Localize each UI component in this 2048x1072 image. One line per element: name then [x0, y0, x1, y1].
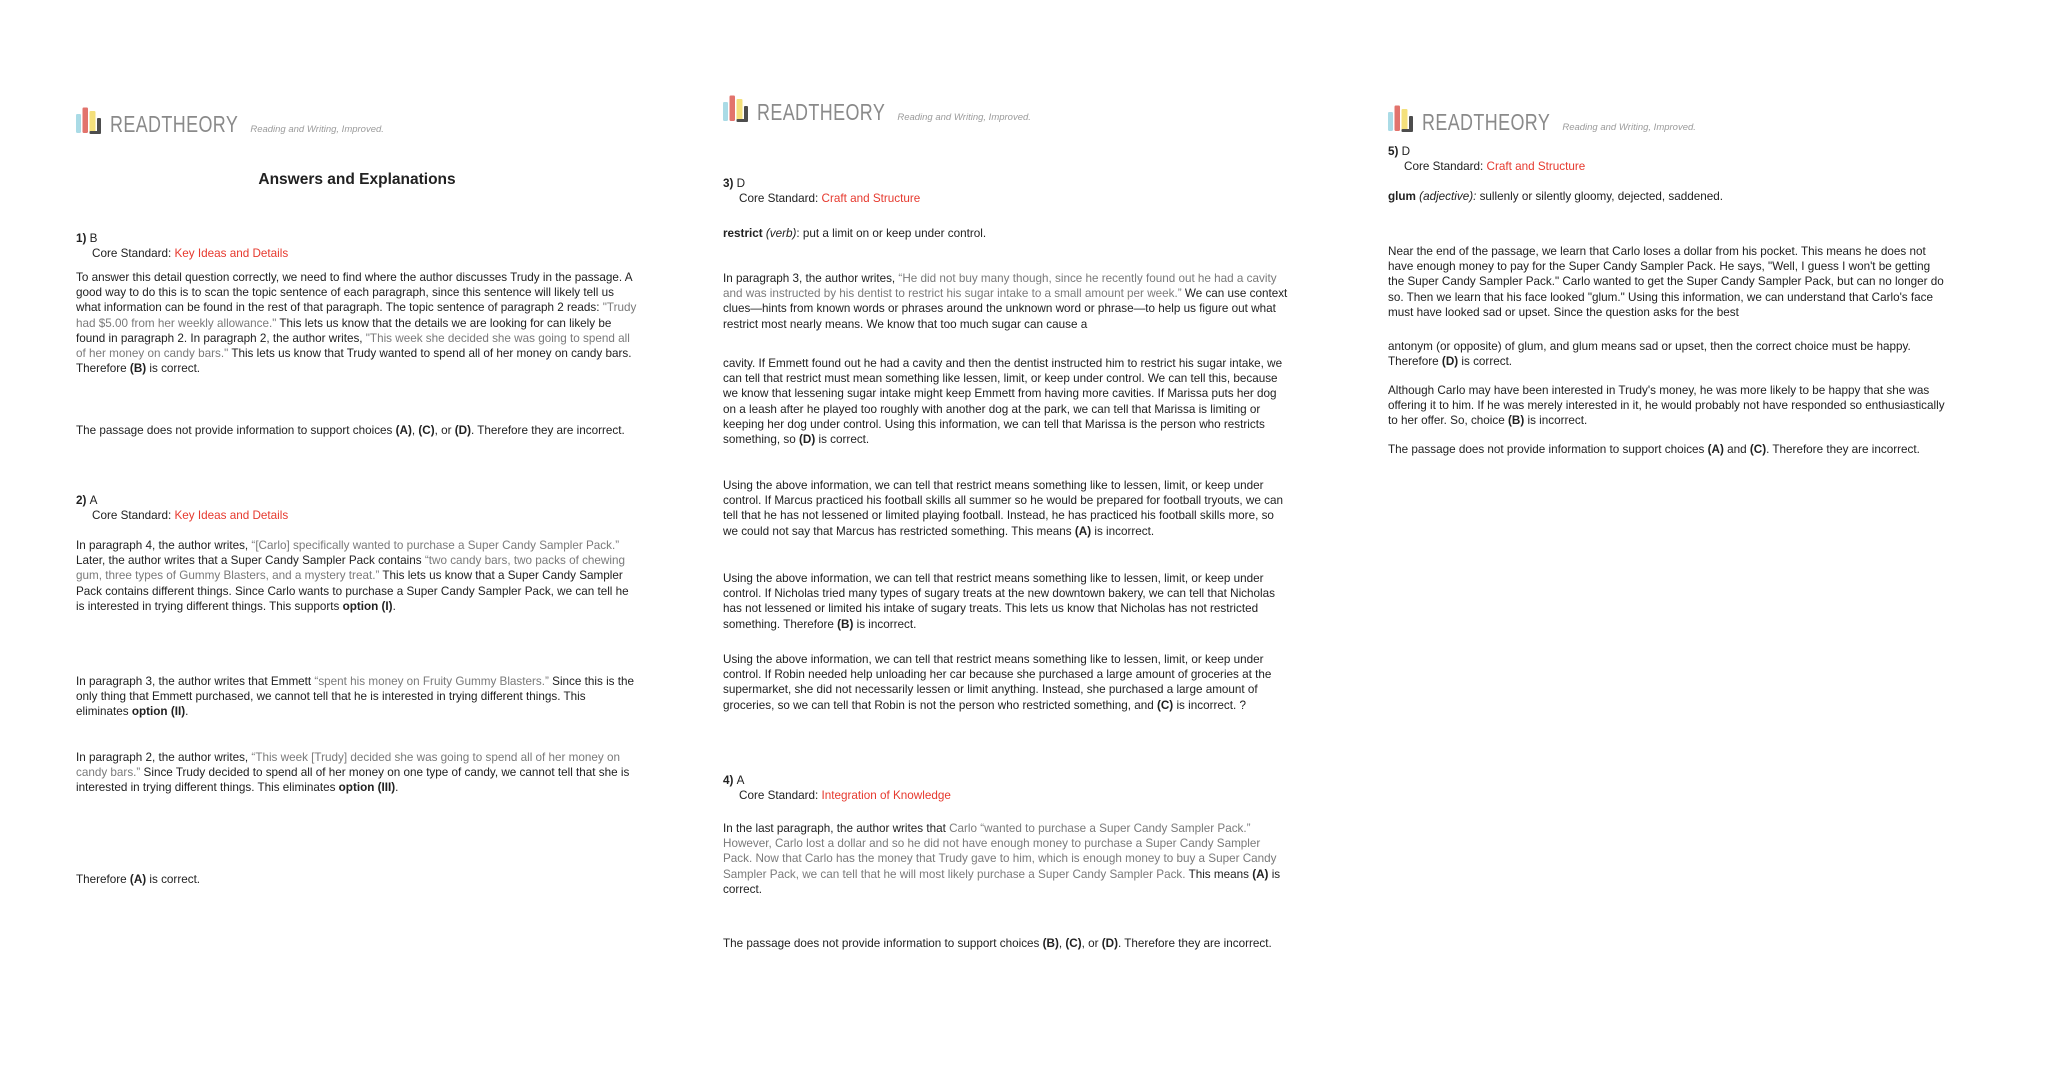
- explanation-paragraph-q2-option1: [76, 538, 638, 614]
- question-number: 2): [76, 494, 90, 507]
- text-run: (A): [1074, 524, 1092, 538]
- text-run: Since Trudy decided to spend all of her money on one type of candy, we cannot tell that she is interested in trying different things. This eliminates: [76, 766, 630, 795]
- core-standard-value: Craft and Structure: [821, 192, 921, 205]
- text-run: is correct.: [1458, 355, 1513, 369]
- text-run: "This week she decided she was going to spend all of her money on candy bars.": [76, 331, 630, 361]
- text-run: option (III): [338, 781, 396, 795]
- text-run: (B): [837, 617, 854, 631]
- text-run: (D): [1101, 937, 1118, 950]
- answer-letter: D: [1401, 145, 1411, 158]
- explanation-paragraph-q5-main: [1388, 244, 1948, 320]
- text-run: This lets us know that the details we are looking for can likely be found in paragraph 2. In paragraph 2, the author writes,: [76, 316, 612, 345]
- explanation-paragraph-q3-choice-a: [723, 478, 1291, 539]
- definition-restrict: [723, 226, 1291, 241]
- readtheory-tagline: Reading and Writing, Improved.: [1562, 122, 1696, 133]
- text-run: . Therefore they are incorrect.: [471, 424, 625, 437]
- question-3-core-standard: [739, 191, 1291, 206]
- text-run: (B): [129, 362, 147, 376]
- text-run: This lets us know that a Super Candy Sampler Pack contains different things. Since Carlo wants to purchase a Super Candy Sampler Pack, we can tell he is interested in trying different things. This supports: [76, 569, 629, 613]
- core-standard-value: Integration of Knowledge: [821, 789, 951, 802]
- question-5-answer: [1388, 144, 1948, 159]
- text-run: (adjective):: [1419, 190, 1477, 203]
- text-run: (C): [418, 424, 435, 437]
- text-run: antonym (or opposite) of glum, and glum means sad or upset, then the correct choice must be happy. Therefore: [1388, 340, 1911, 369]
- readtheory-tagline: Reading and Writing, Improved.: [250, 124, 384, 135]
- question-number: 4): [723, 774, 737, 787]
- core-standard-label: Core Standard:: [739, 789, 822, 802]
- text-run: In paragraph 3, the author writes that Emmett: [76, 675, 315, 688]
- text-run: Carlo “wanted to purchase a Super Candy Sampler Pack.” However, Carlo lost a dollar and so he did not have enough money to purchase a Super Candy Sampler Pack. Now that Carlo has the money that Trudy gave to him, which is enough money to buy a Super Candy Sampler Pack, we can tell that he will most likely purchase a Super Candy Sampler Pack.: [723, 822, 1277, 881]
- text-run: ,: [1058, 937, 1066, 950]
- text-run: .: [392, 599, 396, 613]
- explanation-paragraph-q4-incorrect: [723, 936, 1291, 951]
- text-run: option (I): [342, 599, 393, 613]
- question-4-answer: [723, 773, 1291, 788]
- explanation-paragraph-q5-choice-b: [1388, 383, 1948, 429]
- text-run: .: [395, 781, 399, 795]
- text-run: (A): [1707, 443, 1724, 456]
- readtheory-logo: [723, 89, 1031, 126]
- question-2-core-standard: [92, 508, 638, 523]
- text-run: . Therefore they are incorrect.: [1118, 937, 1272, 950]
- text-run: is correct.: [146, 873, 201, 886]
- text-run: is incorrect.: [1091, 524, 1155, 538]
- text-run: We can use context clues—hints from known words or phrases around the unknown word or phrase—to help us figure out what restrict most nearly means. We know that too much sugar can cause a: [723, 287, 1288, 331]
- text-run: “spent his money on Fruity Gummy Blasters.”: [314, 675, 549, 688]
- text-run: “[Carlo] specifically wanted to purchase a Super Candy Sampler Pack.”: [251, 539, 620, 552]
- text-run: (D): [454, 424, 471, 437]
- question-2-answer: [76, 493, 638, 508]
- text-run: This means: [1188, 867, 1253, 881]
- text-run: sullenly or silently gloomy, dejected, saddened.: [1476, 190, 1724, 203]
- text-run: (A): [1252, 867, 1269, 881]
- text-run: “two candy bars, two packs of chewing gum, three types of Gummy Blasters, and a mystery treat.”: [76, 554, 625, 583]
- readtheory-books-icon: [723, 93, 749, 124]
- question-4-core-standard: [739, 788, 1291, 803]
- readtheory-wordmark: READTHEORY: [1422, 109, 1551, 135]
- text-run: (B): [1507, 414, 1525, 428]
- text-run: is incorrect. ?: [1173, 698, 1246, 712]
- answer-letter: D: [736, 177, 746, 190]
- text-run: (C): [1749, 443, 1767, 456]
- readtheory-tagline: Reading and Writing, Improved.: [897, 112, 1031, 123]
- text-run: In the last paragraph, the author writes that: [723, 822, 950, 835]
- core-standard-label: Core Standard:: [739, 192, 822, 205]
- text-run: : put a limit on or keep under control.: [796, 227, 987, 240]
- question-1-answer: [76, 231, 638, 246]
- answer-letter: B: [89, 232, 98, 245]
- answer-letter: A: [89, 494, 98, 507]
- text-run: , or: [434, 424, 455, 437]
- core-standard-value: Craft and Structure: [1486, 160, 1586, 173]
- text-run: . Therefore they are incorrect.: [1766, 443, 1920, 456]
- text-run: is correct.: [723, 867, 1281, 896]
- answer-key-page-3: [1388, 0, 1948, 1072]
- text-run: is correct.: [146, 362, 201, 376]
- text-run: (verb): [765, 227, 797, 240]
- explanation-paragraph-q1-incorrect: [76, 423, 638, 438]
- text-run: cavity. If Emmett found out he had a cavity and then the dentist instructed him to restrict his sugar intake, we can tell that restrict must mean something like lessen, limit, or keep under control. We can tell this, because we know that lessening sugar intake might keep Emmett from having more cavities. If Marissa puts her dog on a leash after he played too roughly with another dog at the park, we can tell that Marissa is limiting or keeping her dog under control. Using this information, we can tell that Marissa is the person who restricts something, so: [723, 357, 1283, 447]
- question-1-core-standard: [92, 246, 638, 261]
- readtheory-wordmark: READTHEORY: [110, 111, 239, 137]
- text-run: The passage does not provide information to support choices: [723, 937, 1043, 950]
- text-run: In paragraph 4, the author writes,: [76, 539, 252, 552]
- text-run: is incorrect.: [853, 617, 917, 631]
- text-run: (C): [1065, 937, 1082, 950]
- text-run: Using the above information, we can tell that restrict means something like to lessen, limit, or keep under control. If Nicholas tried many types of sugary treats at the new downtown bakery, we can tell that Nicholas has not lessened or limited his intake of sugary treats. This lets us know that Nicholas has not restricted something. Therefore: [723, 572, 1275, 631]
- text-run: “He did not buy many though, since he recently found out he had a cavity and was instructed by his dentist to restrict his sugar intake to a small amount per week.”: [723, 272, 1277, 301]
- text-run: In paragraph 3, the author writes,: [723, 272, 899, 285]
- text-run: Using the above information, we can tell that restrict means something like to lessen, limit, or keep under control. If Robin needed help unloading her car because she purchased a large amount of groceries at the supermarket, she did not necessarily lessen or limit anything. Instead, she purchased a large amount of groceries, so we can tell that Robin is not the person who restricted something, and: [723, 653, 1272, 712]
- text-run: is correct.: [815, 433, 870, 447]
- text-run: , or: [1081, 937, 1102, 950]
- text-run: To answer this detail question correctly, we need to find where the author discusses Trudy in the passage. A good way to do this is to scan the topic sentence of each paragraph, since this sentence will likely tell us what information can be found in the rest of that paragraph. The topic sentence of paragraph 2 reads:: [76, 271, 632, 315]
- text-run: option (II): [131, 705, 186, 719]
- core-standard-value: Key Ideas and Details: [174, 247, 289, 260]
- text-run: Although Carlo may have been interested in Trudy's money, he was more likely to be happy that she was offering it to him. If he was merely interested in it, he would probably not have responded so enthusiastically to her offer. So, choice: [1388, 384, 1945, 428]
- text-run: glum: [1388, 190, 1416, 203]
- core-standard-label: Core Standard:: [92, 509, 175, 522]
- question-3-answer: [723, 176, 1291, 191]
- explanation-paragraph-q2-option3: [76, 750, 638, 796]
- text-run: .: [185, 705, 189, 719]
- readtheory-books-icon: [76, 105, 102, 136]
- text-run: ,: [411, 424, 419, 437]
- text-run: Since this is the only thing that Emmett purchased, we cannot tell that he is interested in trying different things. This eliminates: [76, 675, 635, 719]
- question-5-core-standard: [1404, 159, 1948, 174]
- text-run: (C): [1156, 698, 1174, 712]
- readtheory-books-icon: [1388, 103, 1414, 134]
- answer-letter: A: [736, 774, 745, 787]
- text-run: restrict: [723, 227, 763, 240]
- explanation-paragraph-q3-correct: [723, 356, 1291, 447]
- text-run: (A): [395, 424, 412, 437]
- text-run: In paragraph 2, the author writes,: [76, 751, 252, 764]
- explanation-paragraph-q4-main: [723, 821, 1291, 897]
- text-run: (B): [1042, 937, 1059, 950]
- text-run: (D): [799, 433, 816, 447]
- explanation-paragraph-q2-option2: [76, 674, 638, 720]
- text-run: “This week [Trudy] decided she was going to spend all of her money on candy bars.”: [76, 751, 620, 780]
- core-standard-label: Core Standard:: [92, 247, 175, 260]
- text-run: and: [1723, 443, 1750, 456]
- text-run: is incorrect.: [1524, 414, 1588, 428]
- text-run: Using the above information, we can tell that restrict means something like to lessen, limit, or keep under control. If Marcus practiced his football skills all summer so he would be prepared for football tryouts, we can tell that he has not lessened or limited playing football. Instead, he has practiced his football skills more, so we could not say that Marcus has restricted something. This means: [723, 479, 1283, 538]
- core-standard-label: Core Standard:: [1404, 160, 1487, 173]
- document-title: Answers and Explanations: [258, 171, 456, 188]
- readtheory-wordmark: READTHEORY: [757, 99, 886, 125]
- text-run: Near the end of the passage, we learn that Carlo loses a dollar from his pocket. This means he does not have enough money to pay for the Super Candy Sampler Pack. He says, "Well, I guess I won't be getting the Super Candy Sampler Pack." Carlo wanted to get the Super Candy Sampler Pack, but can no longer do so. Then we learn that his face looked "glum." Using this information, we can understand that Carlo's face must have looked sad or upset. Since the question asks for the best: [1388, 245, 1944, 319]
- question-number: 5): [1388, 145, 1402, 158]
- text-run: "Trudy had $5.00 from her weekly allowance.": [76, 301, 637, 330]
- explanation-paragraph-q5-incorrect: [1388, 442, 1948, 457]
- text-run: The passage does not provide information to support choices: [1388, 443, 1708, 456]
- readtheory-logo: [1388, 99, 1696, 136]
- explanation-paragraph-q3-choice-c: [723, 652, 1291, 713]
- answer-key-page-2: [723, 0, 1291, 1072]
- text-run: Later, the author writes that a Super Candy Sampler Pack contains: [76, 554, 425, 568]
- text-run: This lets us know that Trudy wanted to spend all of her money on candy bars. Therefore: [76, 347, 632, 376]
- definition-glum: [1388, 189, 1948, 204]
- explanation-paragraph-q3-context: [723, 271, 1291, 332]
- answer-key-page-1: [76, 0, 638, 1072]
- explanation-paragraph-q2-conclusion: [76, 872, 638, 887]
- explanation-paragraph-q5-correct: [1388, 339, 1948, 369]
- core-standard-value: Key Ideas and Details: [174, 509, 289, 522]
- text-run: The passage does not provide information to support choices: [76, 424, 396, 437]
- text-run: Therefore: [76, 873, 130, 886]
- explanation-paragraph-q1-main: [76, 270, 638, 376]
- text-run: (D): [1441, 355, 1459, 369]
- text-run: (A): [129, 873, 147, 886]
- question-number: 1): [76, 232, 90, 245]
- explanation-paragraph-q3-choice-b: [723, 571, 1291, 632]
- question-number: 3): [723, 177, 737, 190]
- readtheory-logo: [76, 101, 384, 138]
